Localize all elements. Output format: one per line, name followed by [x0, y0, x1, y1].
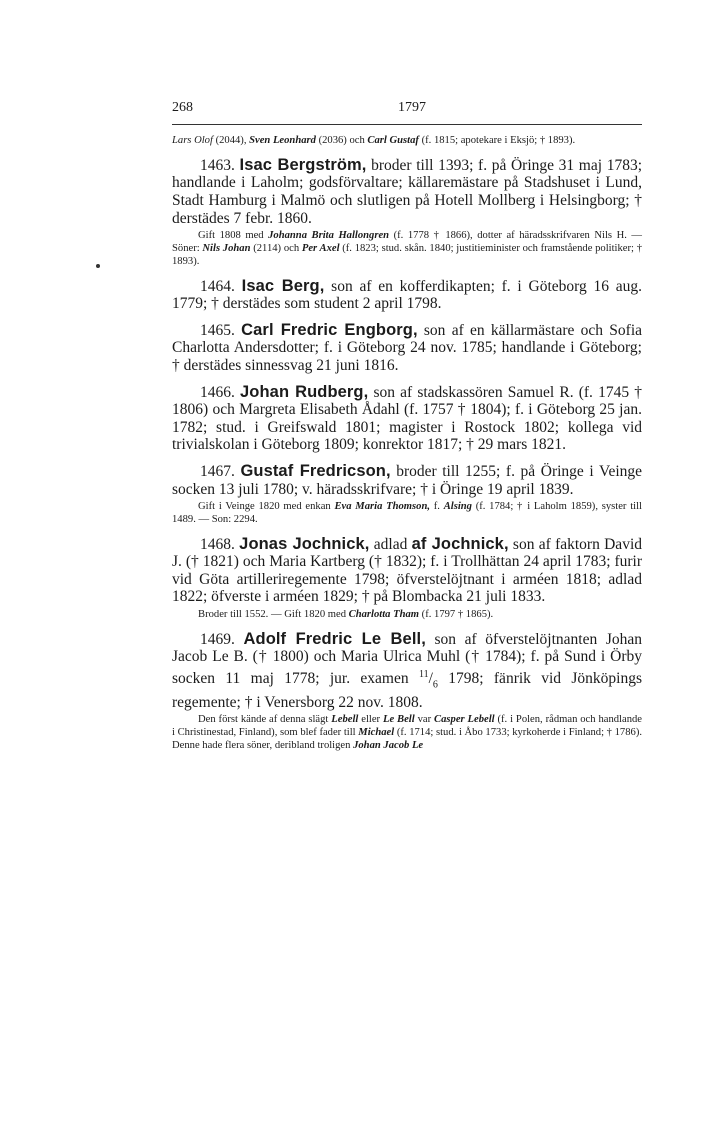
entry-number: 1467.: [200, 462, 241, 480]
page-header: [172, 100, 642, 120]
entry-1466: 1466. Johan Rudberg, son af stadskassören Samuel R. (f. 1745 † 1806) och Margreta Elisabeth Ådahl (f. 1757 † 1804); f. i Göteborg 25 jan. 1782; stud. i Greifswald 1801; magister i Rostock 1802; kollega vid trivialskolan i Göteborg 1809; konrektor 1817; † 29 mars 1821.: [172, 382, 642, 454]
entry-number: 1469.: [200, 630, 244, 648]
entry-number: 1465.: [200, 321, 242, 339]
note-1463: Gift 1808 med Johanna Brita Hallongren (f. 1778 † 1866), dotter af häradsskrifvaren Nils H. — Söner: Nils Johan (2114) och Per Axel (f. 1823; stud. skån. 1840; justitieminister och framstående politiker; † 1893).: [172, 230, 643, 267]
entry-name: Adolf Fredric Le Bell,: [243, 629, 426, 648]
entry-number: 1468.: [200, 535, 240, 553]
margin-dot: [96, 264, 100, 268]
text-column: [172, 132, 642, 755]
entry-1463: 1463. Isac Bergström, broder till 1393; f. på Öringe 31 maj 1783; handlande i Laholm; godsförvaltare; källaremästare på Stadshuset i Lund, Stadt Hamburg i Malmö och slutligen på Hotell Mollberg i Helsingborg; † derstädes 7 febr. 1860.: [172, 155, 642, 227]
entry-name: Isac Bergström,: [239, 155, 367, 174]
entry-name: Carl Fredric Engborg,: [241, 320, 418, 339]
header-rule: [172, 124, 642, 125]
intro-note: Lars Olof (2044), Sven Leonhard (2036) och Carl Gustaf (f. 1815; apotekare i Eksjö; † 1893).: [172, 135, 576, 146]
entry-number: 1466.: [200, 383, 241, 401]
fraction-denominator: 6: [432, 679, 438, 691]
page-year: 1797: [398, 100, 426, 115]
note-1469: Den först kände af denna slägt Lebell eller Le Bell var Casper Lebell (f. i Polen, rådman och handlande i Christinestad, Finland), som blef fader till Michael (f. 1714; stud. i Åbo 1733; kyrkoherde i Finland; † 1786). Denne hade flera söner, deribland troligen Johan Jacob Le: [172, 714, 642, 752]
page-number: 268: [172, 100, 193, 115]
entry-1468: 1468. Jonas Jochnick, adlad af Jochnick, son af faktorn David J. († 1821) och Maria Kartberg († 1832); f. i Trollhättan 24 april 1783; furir vid Göta artilleriregemente 1798; öfverstelöjtnant i arméen 1818; adlad 1822; öfverste i arméen 1829; † på Blombacka 21 juli 1833.: [172, 534, 642, 606]
entry-1467: 1467. Gustaf Fredricson, broder till 1255; f. på Öringe i Veinge socken 13 juli 1780; v. häradsskrifvare; † i Öringe 19 april 1839.: [172, 461, 643, 498]
entry-name: Jonas Jochnick,: [239, 534, 370, 553]
entry-name: Isac Berg,: [241, 276, 325, 295]
note-1467: Gift i Veinge 1820 med enkan Eva Maria Thomson, f. Alsing (f. 1784; † i Laholm 1859), syster till 1489. — Son: 2294.: [172, 501, 642, 525]
entry-1465: 1465. Carl Fredric Engborg, son af en källarmästare och Sofia Charlotta Andersdotter; f. i Göteborg 24 nov. 1785; handlande i Göteborg; † derstädes sinnessvag 21 juni 1816.: [172, 320, 643, 374]
entry-name: Johan Rudberg,: [240, 382, 369, 401]
note-1468: Broder till 1552. — Gift 1820 med Charlotta Tham (f. 1797 † 1865).: [198, 609, 494, 621]
entry-number: 1464.: [200, 277, 242, 295]
entry-1469: 1469. Adolf Fredric Le Bell, son af öfverstelöjtnanten Johan Jacob Le B. († 1800) och Maria Ulrica Muhl († 1784); f. på Sund i Örby socken 11 maj 1778; jur. examen $^{11}/_6$ 1798; fänrik vid Jönköpings regemente; † i Venersborg 22 nov. 1808.: [172, 629, 643, 711]
entry-name-ennobled: af Jochnick,: [411, 534, 509, 553]
fraction-numerator: 11: [418, 669, 429, 681]
entry-1464: 1464. Isac Berg, son af en kofferdikapten; f. i Göteborg 16 aug. 1779; † derstädes som student 2 april 1798.: [172, 276, 643, 313]
entry-name: Gustaf Fredricson,: [240, 461, 391, 480]
entry-number: 1463.: [200, 156, 240, 174]
